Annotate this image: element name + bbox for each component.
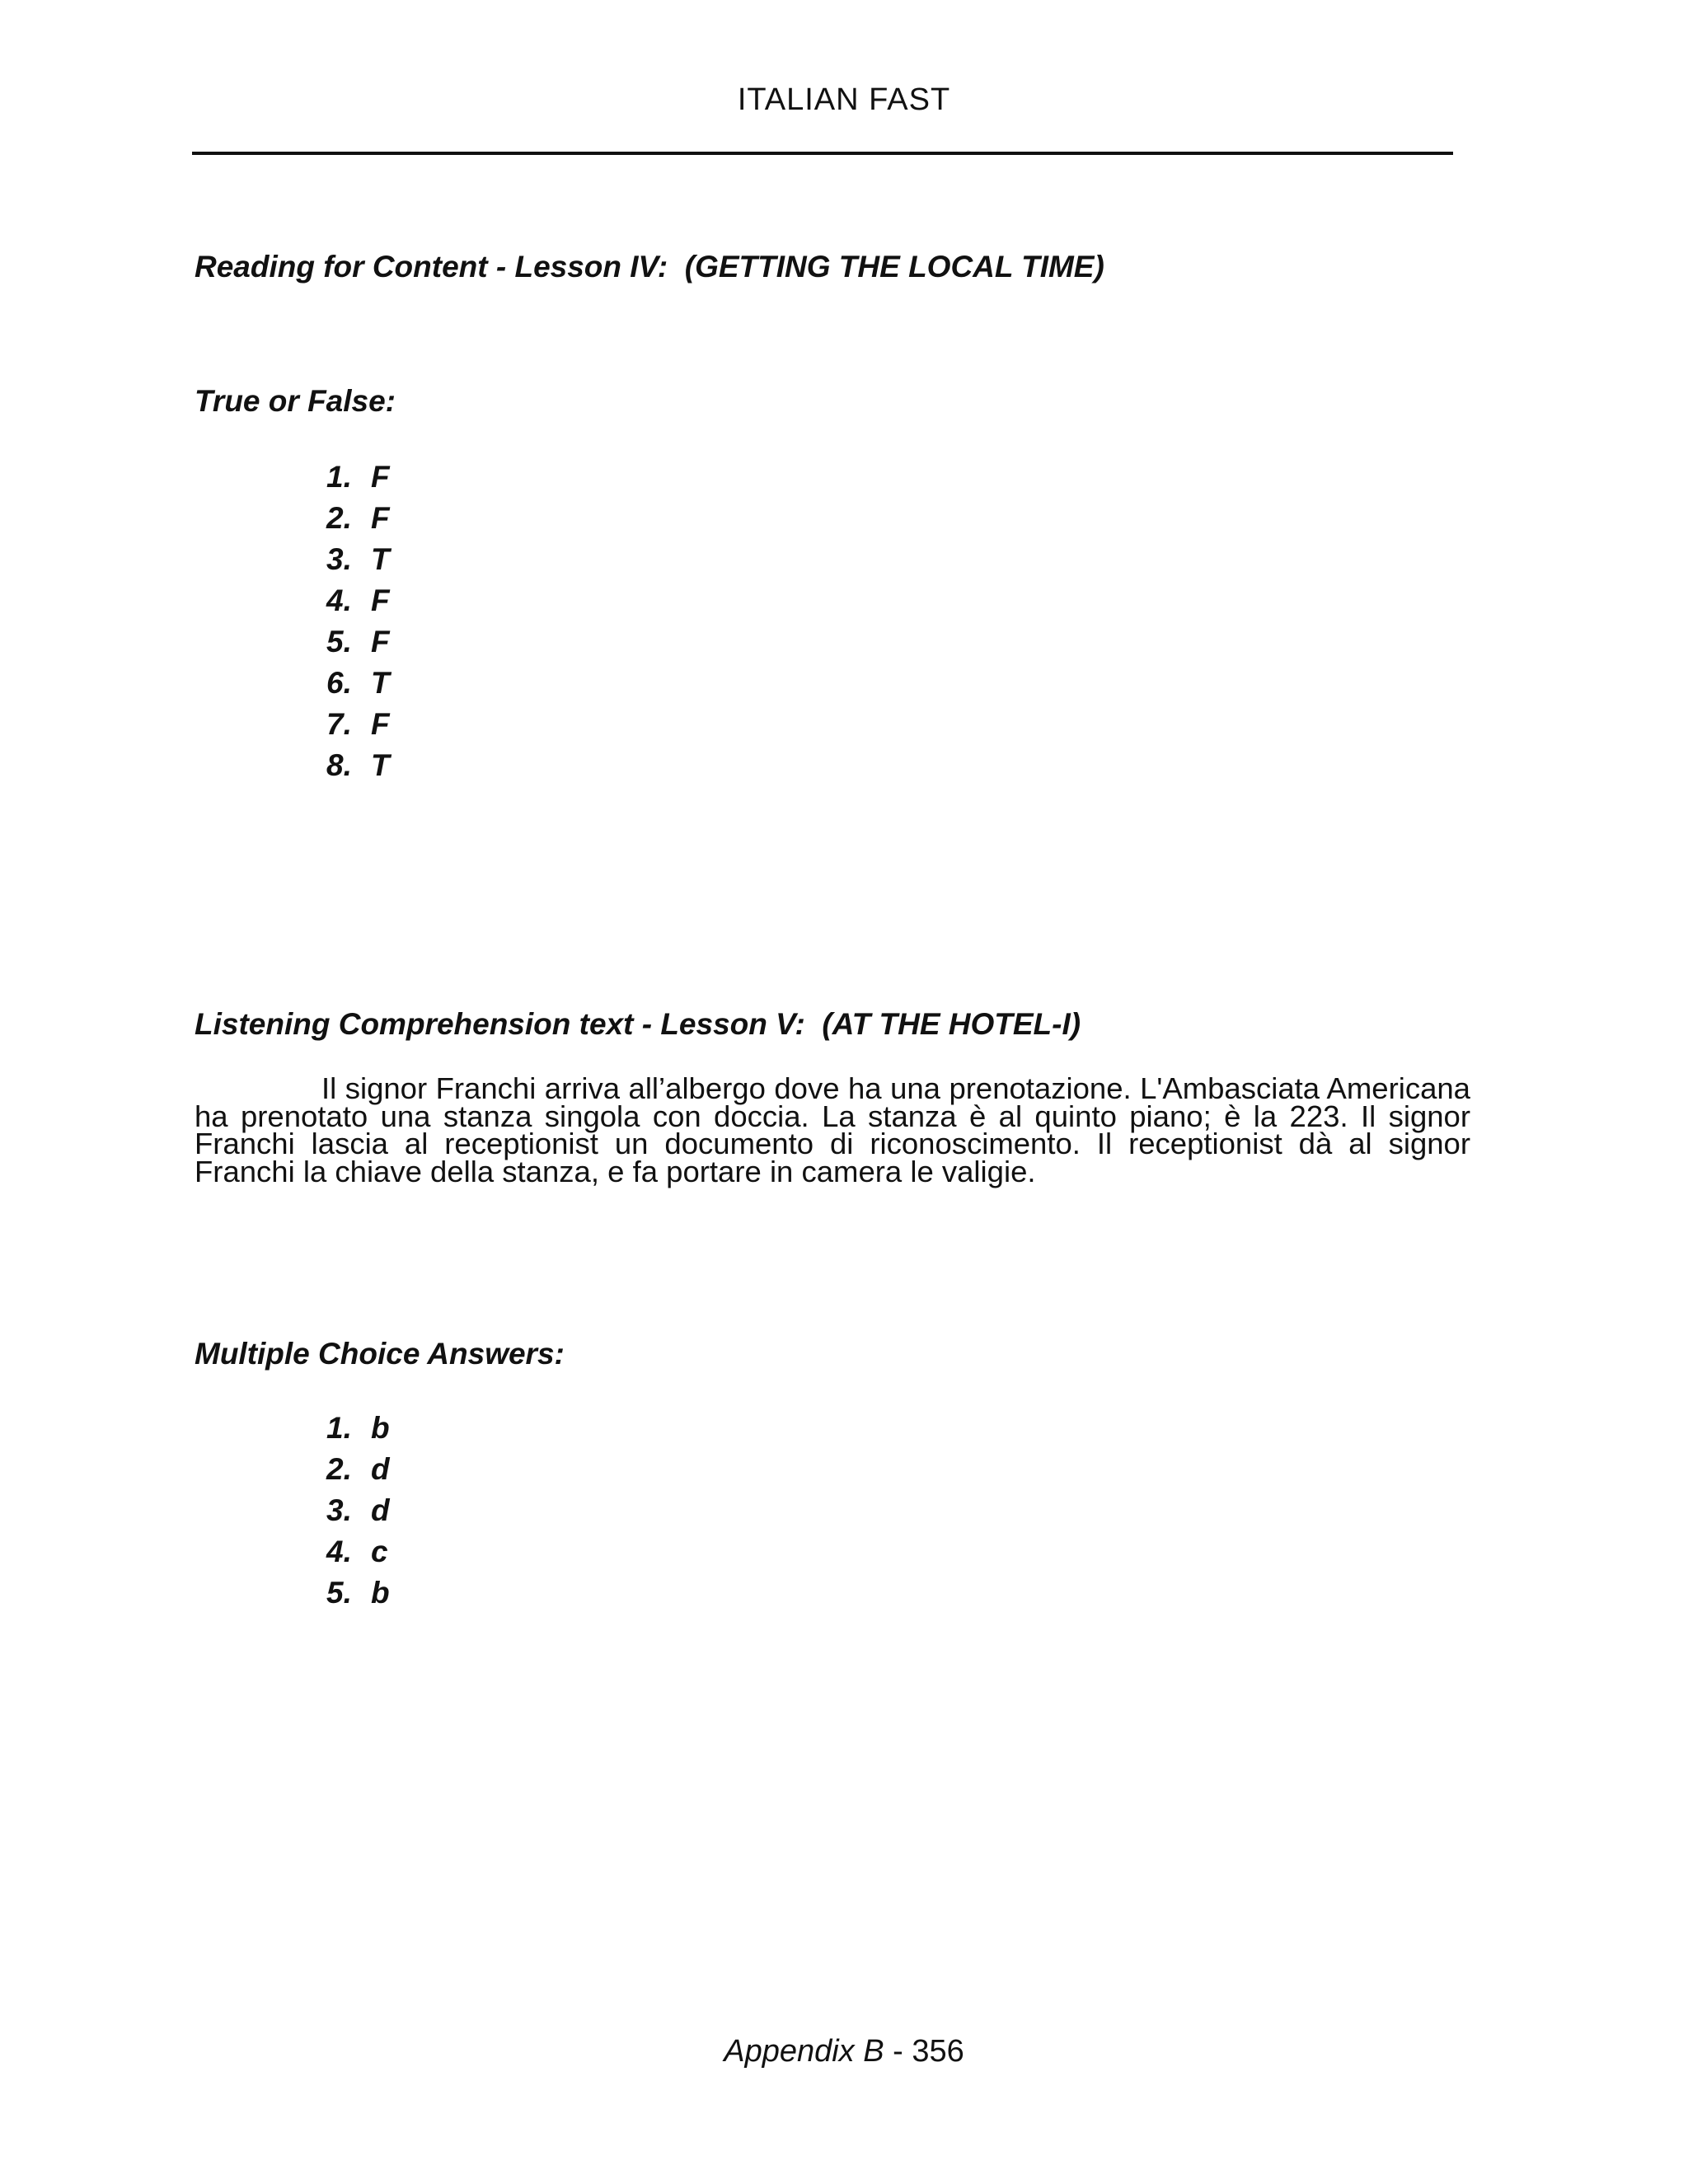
true-false-answer-list bbox=[326, 457, 390, 786]
header-rule bbox=[192, 152, 1453, 155]
listening-passage: Il signor Franchi arriva all’albergo dove ha una prenotazione. L'Ambasciata Americana ha prenotato una stanza singola con doccia. La stanza è al quinto piano; è la 223. Il signor Franchi lascia al receptionist un documento di riconoscimento. Il receptionist dà al signor Franchi la chiave della stanza, e fa portare in camera le valigie. bbox=[195, 1071, 1470, 1188]
item-number: 1. bbox=[326, 460, 352, 494]
list-item bbox=[326, 498, 390, 539]
page-footer bbox=[0, 2034, 1688, 2069]
item-answer: d bbox=[371, 1493, 390, 1527]
list-item bbox=[326, 539, 390, 580]
item-number: 3. bbox=[326, 1493, 352, 1527]
item-number: 6. bbox=[326, 666, 352, 700]
item-answer: b bbox=[371, 1411, 390, 1445]
item-answer: F bbox=[371, 501, 390, 535]
item-answer: T bbox=[371, 748, 390, 782]
list-item bbox=[326, 1531, 390, 1572]
item-number: 5. bbox=[326, 1576, 352, 1610]
list-item bbox=[326, 580, 390, 621]
list-item bbox=[326, 621, 390, 663]
item-answer: T bbox=[371, 666, 390, 700]
list-item bbox=[326, 1408, 390, 1449]
item-answer: c bbox=[371, 1535, 388, 1568]
item-answer: F bbox=[371, 625, 390, 658]
item-answer: F bbox=[371, 460, 390, 494]
list-item bbox=[326, 663, 390, 704]
multiple-choice-heading: Multiple Choice Answers: bbox=[195, 1337, 565, 1371]
list-item bbox=[326, 1572, 390, 1614]
item-number: 3. bbox=[326, 542, 352, 576]
listening-section-heading: Listening Comprehension text - Lesson V: (AT THE HOTEL-I) bbox=[195, 1007, 1081, 1041]
item-number: 1. bbox=[326, 1411, 352, 1445]
reading-section-heading: Reading for Content - Lesson IV: (GETTING THE LOCAL TIME) bbox=[195, 250, 1104, 284]
item-number: 7. bbox=[326, 707, 352, 741]
list-item bbox=[326, 1490, 390, 1531]
item-number: 4. bbox=[326, 1535, 352, 1568]
item-number: 2. bbox=[326, 501, 352, 535]
item-number: 4. bbox=[326, 583, 352, 617]
true-false-heading: True or False: bbox=[195, 384, 396, 418]
footer-separator: - bbox=[884, 2034, 912, 2069]
running-header: ITALIAN FAST bbox=[737, 82, 951, 117]
item-answer: F bbox=[371, 583, 390, 617]
multiple-choice-answer-list bbox=[326, 1408, 390, 1614]
item-answer: F bbox=[371, 707, 390, 741]
item-answer: T bbox=[371, 542, 390, 576]
item-answer: b bbox=[371, 1576, 390, 1610]
item-number: 2. bbox=[326, 1452, 352, 1486]
list-item bbox=[326, 704, 390, 745]
list-item bbox=[326, 745, 390, 786]
item-number: 5. bbox=[326, 625, 352, 658]
page-number: 356 bbox=[912, 2034, 964, 2069]
list-item bbox=[326, 457, 390, 498]
item-number: 8. bbox=[326, 748, 352, 782]
list-item bbox=[326, 1449, 390, 1490]
item-answer: d bbox=[371, 1452, 390, 1486]
footer-label: Appendix B bbox=[724, 2034, 884, 2069]
